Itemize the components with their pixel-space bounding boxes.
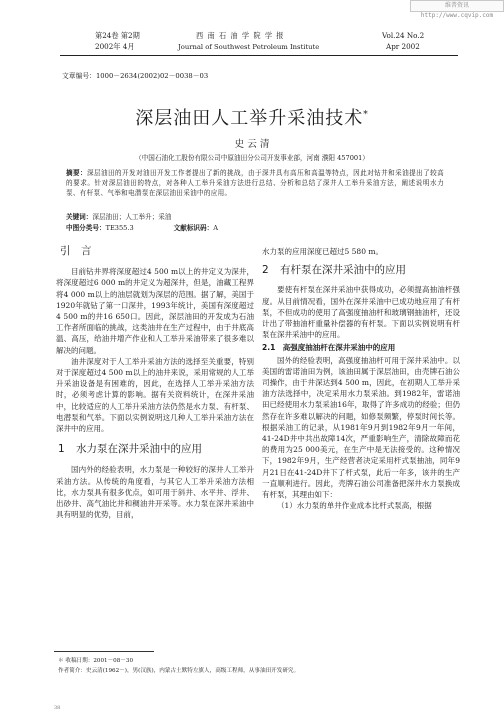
page-number: 38 [54,705,61,711]
section-1-heading [58,444,254,455]
intro-paragraph-2: 油井深度对于人工举升采油方法的选择至关重要，特别对于深度超过4 500 m以上的油井来说，采用常规的人工举升采油设备是有困难的，因此，在选择人工举升采油方法时，必须考虑计算的影响。据有关资料统计，在深井采油中，比较适应的人工举升采油方法仍然是水力泵、有杆泵、电潜泵和气举。下面以实例说明这几种人工举升采油方法在深井中的应用。 [56,356,254,434]
section-1-number: 1 [58,443,65,456]
header-date-en: Apr 2002 [386,42,420,51]
section-1-paragraph-1: 国内外的经验表明，水力泵是一种较好的深井人工举升采油方法。从传统的角度看，与其它人工举升采油方法相比，水力泵具有很多优点，如可用于斜井、水平井、浮井、出砂井、高气油比井和稠油井开采等。水力泵在深井采油中具有明显的优势，目前， [56,465,254,520]
section-1-title: 水力泵在深井采油中的应用 [76,443,202,456]
intro-continuation: 水力泵的应用深度已超过5 580 m。 [262,247,383,256]
section-2-title: 有杆泵在深井采油中的应用 [280,264,406,277]
classification [66,222,218,232]
subsection-2-1-heading: 2.1 高强度抽油杆在深井采油中的应用 [262,343,396,353]
section-2-number: 2 [262,264,269,277]
header-volume-en: Vol.24 No.2 [382,31,425,40]
header-journal-cn: 西 南 石 油 学 院 学 报 [196,31,285,40]
header-date-cn: 2002年 4月 [95,42,135,51]
clc-code: TE355.3 [105,224,134,232]
keywords-text: 深层油田；人工举升；采油 [92,213,172,221]
abstract [66,168,444,199]
doc-code: A [213,224,218,232]
section-intro-heading: 引 言 [60,245,92,257]
footnote-received-date: ＊ 收稿日期：2001－08－30 [58,658,133,664]
author-name: 史 云 清 [234,139,270,150]
abstract-text: 深层油田的开发对油田开发工作者提出了新的挑战，由于深井具有高压和高温等特点，因此对钻井和采油提出了较高的要求。针对深层油田的特点，对各种人工举升采油方法进行总结、分析和总结了深井人工举升采油方法，阐述说明水力泵、有杆泵、气举和电潜泵在深层油田采油中的应用。 [66,169,444,198]
intro-paragraph-1: 目前钻井界将深度超过4 500 m以上的井定义为深井，将深度超过6 000 m的井定义为超深井，但是，油藏工程界将4 000 m以上的油层就划为深层的范围。据了解，美国于1920年就钻了第一口深井，1993年统计，美国有深度超过4 500 m的井16 650口。因此，深层油田的开发成为石油工作者所面临的挑战，这类油井在生产过程中，由于井底高温、高压，给油井增产作业和人工举升采油带来了很多难以解决的问题。 [56,267,254,355]
watermark: 维普资讯 http://www.cqvip.com [410,0,504,12]
header-journal-en: Journal of Southwest Petroleum Institute [178,43,320,51]
subsection-2-1-paragraph-1: 国外的经验表明，高强度抽油杆可用于深井采油中。以美国的雷诺油田为例，该油田属于深层油田，由壳牌石油公司操作，由于井深达到4 500 m，因此，在初期人工举升采油方法选择中，决定采用水力泵采油。到1982年，雷诺油田已经使用水力泵采油16年，取得了许多成功的经验；但仍然存在许多难以解决的问题，如修泵频繁，停泵时间长等。根据采油工的记录，从1981年9月到1982年9月一年间，41-24D井中共出故障14次，严重影响生产，清除故障而花的费用为25 000美元，在生产中是无法接受的。这种情况下，1982年9月，生产经营者决定采用杆式泵抽油，同年9月21日在41-24D井下了杆式泵，此后一年多，该井的生产一直顺利进行。因此，壳牌石油公司准备把深井水力泵换成有杆泵，其理由如下： [262,355,460,500]
title-footnote-mark: * [363,110,369,120]
left-column [56,246,254,520]
right-column [262,246,460,511]
author-affiliation: （中国石油化工股份有限公司中原油田分公司开发事业部，河南 濮阳 457001） [135,154,369,162]
subsection-2-1-paragraph-2: （1）水力泵的单井作业成本比杆式泵高，根据 [277,501,432,511]
header-rule [60,55,458,56]
header-volume-cn: 第24卷 第2期 [95,31,140,40]
section-2-paragraph-1: 要使有杆泵在深井采油中获得成功，必须提高抽油杆强度。从目前情况看，国外在深井采油中已成功地应用了有杆泵，不但成功的使用了高强度抽油杆和玻璃钢抽油杆，还设计出了带抽油杆重量补偿器的有杆泵。下面以实例说明有杆泵在深井采油中的应用。 [262,285,460,340]
keywords-label: 关键词： [66,213,93,221]
paper-title: 深层油田人工举升采油技术* [135,108,369,129]
article-number: 文章编号：1000－2634(2002)02－0038－03 [62,72,209,80]
section-2-heading [262,265,460,276]
footnote-rule [54,651,154,652]
doc-code-label: 文献标识码： [173,224,214,232]
footnote-author-bio: 作者简介：史云清(1962－)，男(汉族)，内蒙古土默特左旗人，高级工程师，从事油田开发研究。 [58,668,300,674]
keywords [66,211,172,221]
clc-label: 中图分类号： [66,224,106,232]
abstract-label: 摘要： [66,169,88,177]
